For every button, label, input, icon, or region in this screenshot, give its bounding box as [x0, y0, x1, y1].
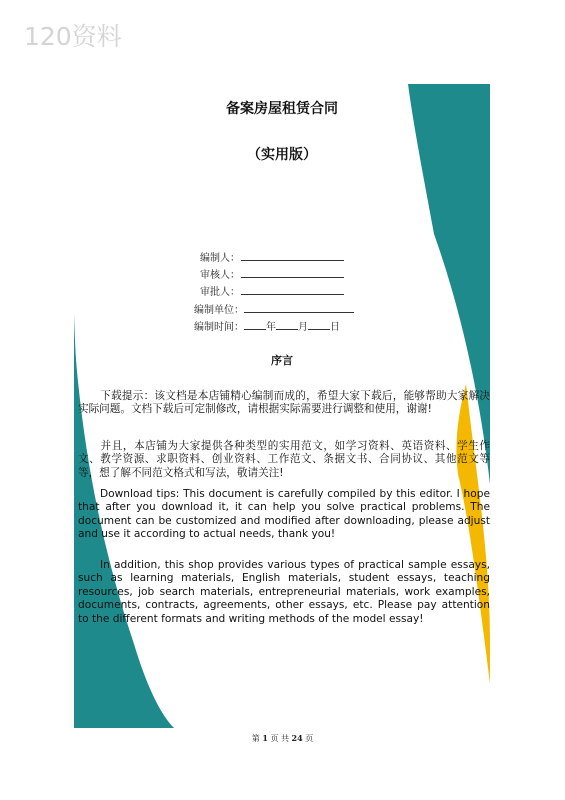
month-label: 月: [298, 321, 308, 333]
info-fields: [194, 249, 354, 335]
paragraph-text: In addition, this shop provides various types of practical sample essays, such as learning materials, English materials, student essays, teaching resources, job search materials, entrepreneurial materials, work examples, documents, contracts, agreements, other essays, etc. Please pay attention to the different formats and writing methods of the model essay!: [78, 559, 490, 625]
time-field: [194, 318, 354, 335]
unit-label: 编制单位：: [194, 304, 244, 316]
page-number: 1: [262, 733, 268, 743]
reviewer-label: 审核人：: [200, 270, 240, 282]
paragraph-essays-en: [78, 559, 490, 626]
time-label: 编制时间：: [194, 321, 244, 333]
approver-line: [241, 286, 344, 295]
approver-field: [200, 283, 354, 300]
footer-middle: 页 共: [270, 734, 289, 743]
page-footer: [0, 733, 565, 744]
year-blank: [244, 321, 266, 330]
editor-line: [241, 252, 344, 261]
reviewer-line: [241, 269, 344, 278]
editor-field: [200, 249, 354, 266]
watermark-logo: 120资料: [24, 22, 122, 51]
paragraph-essays-cn: [78, 440, 490, 480]
document-page: [74, 84, 490, 728]
month-blank: [276, 321, 298, 330]
reviewer-field: [200, 266, 354, 283]
day-label: 日: [330, 321, 340, 333]
unit-line: [244, 304, 354, 313]
preface-heading: 序言: [271, 354, 293, 367]
paragraph-text: 并且，本店铺为大家提供各种类型的实用范文，如学习资料、英语资料、学生作文、教学资源、求职资料、创业资料、工作范文、条据文书、合同协议、其他范文等等，想了解不同范文格式和写法，敬请关注!: [78, 440, 490, 479]
day-blank: [308, 321, 330, 330]
document-title: 备案房屋租赁合同: [226, 101, 338, 117]
footer-suffix: 页: [305, 734, 314, 743]
paragraph-text: 下载提示：该文档是本店铺精心编制而成的，希望大家下载后，能够帮助大家解决实际问题。文档下载后可定制修改，请根据实际需要进行调整和使用，谢谢!: [78, 390, 490, 416]
paragraph-text: Download tips: This document is carefully compiled by this editor. I hope that after you download it, it can help you solve practical problems. The document can be customized and modified after downloading, please adjust and use it according to actual needs, thank you!: [78, 488, 490, 541]
document-subtitle: （实用版）: [247, 147, 317, 163]
page-total: 24: [291, 733, 303, 743]
unit-field: [194, 301, 354, 318]
editor-label: 编制人：: [200, 253, 240, 264]
paragraph-download-tip-cn: [78, 390, 490, 417]
footer-prefix: 第: [251, 734, 260, 743]
approver-label: 审批人：: [200, 287, 240, 299]
year-label: 年: [266, 321, 276, 333]
paragraph-download-tip-en: [78, 488, 490, 542]
